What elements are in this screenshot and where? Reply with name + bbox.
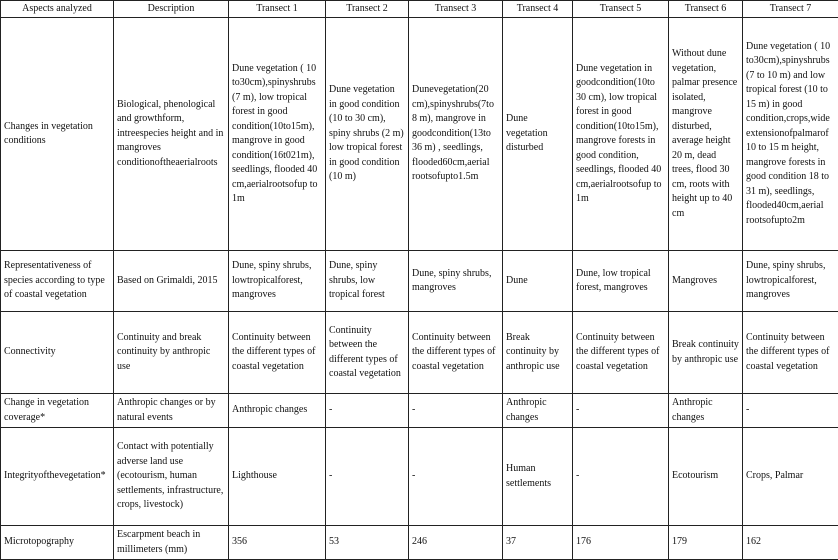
transect-cell: - <box>409 394 503 428</box>
transect-cell: 356 <box>229 526 326 560</box>
transect-cell: Dune, spiny shrubs, lowtropicalforest, mangroves <box>743 251 838 312</box>
transect-cell: Dune, low tropical forest, mangroves <box>573 251 669 312</box>
transect-cell: 246 <box>409 526 503 560</box>
description-cell: Contact with potentially adverse land use (ecotourism, human settlements, infrastructure, crops, livestock) <box>114 428 229 526</box>
transect-cell: Mangroves <box>669 251 743 312</box>
column-header: Transect 2 <box>326 1 409 18</box>
column-header: Transect 7 <box>743 1 838 18</box>
description-cell: Escarpment beach in millimeters (mm) <box>114 526 229 560</box>
transect-cell: Dune vegetation ( 10 to30cm),spinyshrubs (7 m), low tropical forest in good condition(10to15m), mangrove in good condition(16t021m), seedlings, flooded 40 cm,aerialrootsofup to 1m <box>229 18 326 251</box>
transect-cell: Dune, spiny shrubs, mangroves <box>409 251 503 312</box>
column-header: Transect 1 <box>229 1 326 18</box>
column-header: Description <box>114 1 229 18</box>
description-cell: Based on Grimaldi, 2015 <box>114 251 229 312</box>
transect-cell: Crops, Palmar <box>743 428 838 526</box>
transect-cell: Ecotourism <box>669 428 743 526</box>
transect-cell: Continuity between the different types of coastal vegetation <box>573 312 669 394</box>
aspect-cell: Change in vegetation coverage* <box>1 394 114 428</box>
aspect-cell: Connectivity <box>1 312 114 394</box>
aspect-cell: Representativeness of species according to type of coastal vegetation <box>1 251 114 312</box>
column-header: Aspects analyzed <box>1 1 114 18</box>
transect-cell: - <box>573 428 669 526</box>
transect-cell: Dune vegetation in goodcondition(10to 30 cm), low tropical forest in good condition(10to15m), mangrove forests in good condition, seedlings, flooded 40 cm,aerialrootsofup to 1m <box>573 18 669 251</box>
transect-cell: Human settlements <box>503 428 573 526</box>
table-row <box>1 312 838 394</box>
transect-cell: Dune vegetation ( 10 to30cm),spinyshrubs (7 to 10 m) and low tropical forest (10 to 15 m) in good condition,crops,wide extensionofpalmarof 10 to 15 m height, mangrove forests in good condition 18 to 31 m), seedlings, flooded40cm,aerial rootsofupto2m <box>743 18 838 251</box>
aspect-cell: Changes in vegetation conditions <box>1 18 114 251</box>
table-row <box>1 394 838 428</box>
transect-cell: Continuity between the different types of coastal vegetation <box>229 312 326 394</box>
aspect-cell: Microtopography <box>1 526 114 560</box>
transect-cell: Continuity between the different types of coastal vegetation <box>326 312 409 394</box>
transect-cell: Continuity between the different types of coastal vegetation <box>743 312 838 394</box>
description-cell: Biological, phenological and growthform, intreespecies height and in mangroves conditionoftheaerialroots <box>114 18 229 251</box>
transect-cell: Anthropic changes <box>229 394 326 428</box>
transect-cell: Continuity between the different types of coastal vegetation <box>409 312 503 394</box>
transect-cell: Dune, spiny shrubs, lowtropicalforest, mangroves <box>229 251 326 312</box>
transect-cell: Anthropic changes <box>503 394 573 428</box>
transect-cell: 37 <box>503 526 573 560</box>
transect-cell: 176 <box>573 526 669 560</box>
transect-cell: - <box>743 394 838 428</box>
transect-cell: - <box>326 428 409 526</box>
transect-cell: - <box>326 394 409 428</box>
transect-cell: Break continuity by anthropic use <box>669 312 743 394</box>
transect-cell: Dune <box>503 251 573 312</box>
aspect-cell: Integrityofthevegetation* <box>1 428 114 526</box>
transect-cell: Dune vegetation disturbed <box>503 18 573 251</box>
transect-cell: Dunevegetation(20 cm),spinyshrubs(7to 8 m), mangrove in goodcondition(13to 36 m) , seedlings, flooded60cm,aerial rootsofupto1.5m <box>409 18 503 251</box>
column-header: Transect 4 <box>503 1 573 18</box>
transect-cell: - <box>409 428 503 526</box>
table-row <box>1 251 838 312</box>
column-header: Transect 5 <box>573 1 669 18</box>
transect-cell: 162 <box>743 526 838 560</box>
table-row <box>1 526 838 560</box>
transect-cell: Dune vegetation in good condition (10 to 30 cm), spiny shrubs (2 m) low tropical forest in good condition (10 m) <box>326 18 409 251</box>
transect-cell: Anthropic changes <box>669 394 743 428</box>
transect-cell: Without dune vegetation, palmar presence isolated, mangrove disturbed, average height 20 m, dead trees, flood 30 cm, roots with height up to 40 cm <box>669 18 743 251</box>
table-row <box>1 18 838 251</box>
column-header: Transect 6 <box>669 1 743 18</box>
transect-cell: - <box>573 394 669 428</box>
description-cell: Continuity and break continuity by anthropic use <box>114 312 229 394</box>
transect-cell: 179 <box>669 526 743 560</box>
transect-cell: Break continuity by anthropic use <box>503 312 573 394</box>
description-cell: Anthropic changes or by natural events <box>114 394 229 428</box>
transect-cell: Dune, spiny shrubs, low tropical forest <box>326 251 409 312</box>
table-row <box>1 428 838 526</box>
transect-cell: 53 <box>326 526 409 560</box>
transect-cell: Lighthouse <box>229 428 326 526</box>
column-header: Transect 3 <box>409 1 503 18</box>
table-header-row <box>1 1 838 18</box>
